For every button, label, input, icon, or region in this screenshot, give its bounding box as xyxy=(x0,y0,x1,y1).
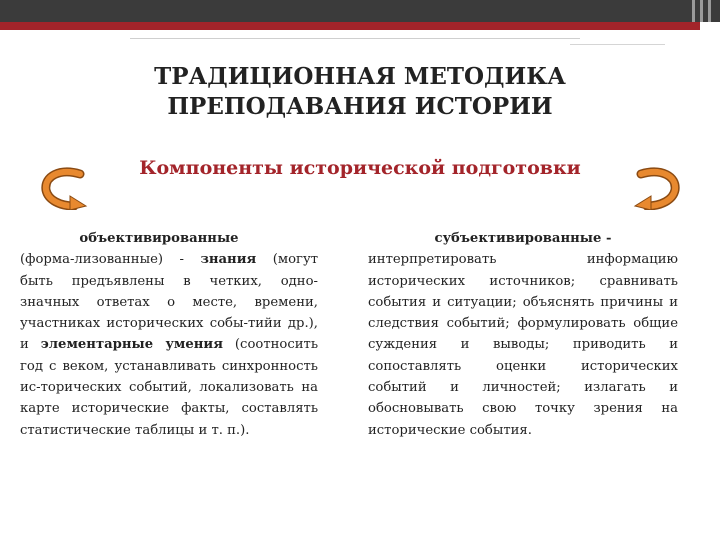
accent-stripe xyxy=(0,22,700,30)
top-bar xyxy=(0,0,720,22)
divider-line-short xyxy=(570,44,665,45)
objective-text-2: (могут быть предъявлены в четких, одно-значных ответах о месте, времени, участниках исторических собы-тийи др.), и xyxy=(20,252,319,353)
corner-decoration xyxy=(690,0,720,22)
objective-heading: объективированные xyxy=(79,231,239,246)
title-line-1: ТРАДИЦИОННАЯ МЕТОДИКА xyxy=(154,63,566,90)
subtitle: Компоненты исторической подготовки xyxy=(139,157,581,179)
subjective-column xyxy=(368,228,678,441)
curved-arrow-right-icon xyxy=(633,166,681,210)
curved-arrow-left-icon xyxy=(40,166,88,210)
objective-text-3: (соотносить год с веком, устанавливать синхронность ис-торических событий, локализовать на карте исторические факты, составлять статистические таблицы и т. п.). xyxy=(20,337,318,438)
title-line-2: ПРЕПОДАВАНИЯ ИСТОРИИ xyxy=(167,93,553,120)
objective-keyword-skills: элементарные умения xyxy=(40,337,223,353)
objective-text-1: (форма-лизованные) - xyxy=(20,252,201,268)
divider-line xyxy=(130,38,580,39)
page-title xyxy=(60,62,660,122)
subjective-text: интерпретировать информацию исторических источников; сравнивать события и ситуации; объяснять причины и следствия событий; формулировать общие суждения и выводы; приводить и сопоставлять оценки исторических событий и личностей; излагать и обосновывать свою точку зрения на исторические события. xyxy=(368,252,678,438)
objective-column xyxy=(20,228,318,441)
subjective-heading: субъективированные - xyxy=(434,231,612,246)
objective-keyword-knowledge: знания xyxy=(200,252,257,268)
